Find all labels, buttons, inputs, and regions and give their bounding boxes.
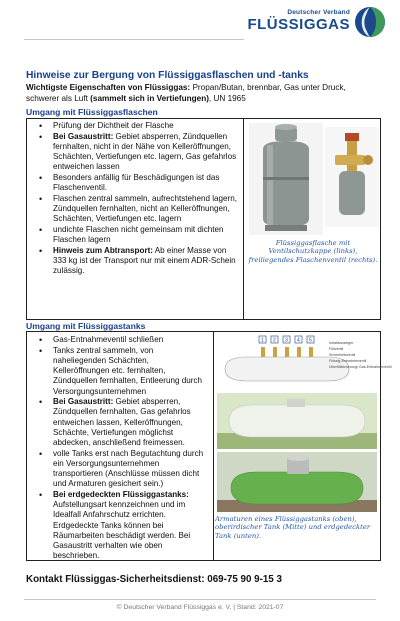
intro-label: Wichtigste Eigenschaften von Flüssiggas: xyxy=(26,83,191,92)
tanks-table xyxy=(26,331,392,561)
org-name-small: Deutscher Verband xyxy=(287,9,350,16)
list-item: • Hinweis zum Abtransport: Ab einer Masse von 333 kg ist der Transport nur mit einem ADR-Schein zulässig. xyxy=(31,246,241,277)
diagram-number: 5 xyxy=(309,337,312,344)
org-name-big: FLÜSSIGGAS xyxy=(247,16,350,33)
list-item: • Gas-Entnahmeventil schließen xyxy=(31,335,207,345)
underground-tank-photo xyxy=(217,452,377,512)
tank-caption: Armaturen eines Flüssiggastanks (oben), oberirdischer Tank (Mitte) und erdgedeckter Tank (unten). xyxy=(215,515,371,540)
section-heading-tanks: Umgang mit Flüssiggastanks xyxy=(26,321,146,331)
diagram-legend-label: Überfüllsicherung/ Gas-Entnahmeventil xyxy=(329,365,392,369)
dvfg-logo-icon xyxy=(354,6,386,38)
page-header xyxy=(0,0,400,44)
diagram-legend-label: Sicherheitsventil xyxy=(329,353,356,357)
cylinder-caption: Flüssiggasflasche mit Ventilschutzkappe (links), freiliegendes Flaschenventil (rechts). xyxy=(248,239,378,264)
list-item: • Prüfung der Dichtheit der Flasche xyxy=(31,121,241,131)
diagram-number: 2 xyxy=(273,337,276,344)
diagram-legend-label: Füllventil xyxy=(329,347,344,351)
intro-highlight: (sammelt sich in Vertiefungen) xyxy=(90,93,209,103)
list-item: • Flaschen zentral sammeln, aufrechtstehend lagern, Zündquellen fernhalten, nicht an Kelleröffnungen, Schächten, Vertiefungen etc. lagern xyxy=(31,194,241,225)
header-rule xyxy=(24,39,244,40)
cylinder-valve-photo xyxy=(325,127,379,227)
diagram-number: 3 xyxy=(285,337,288,344)
column-divider xyxy=(213,332,214,560)
intro-text-2: , UN 1965 xyxy=(208,93,246,103)
diagram-legend-label: Inhaltsanzeiger xyxy=(329,341,354,345)
org-logo-text xyxy=(247,9,350,33)
footer-rule xyxy=(24,599,376,600)
intro-paragraph xyxy=(26,83,376,104)
list-item: • Besonders anfällig für Beschädigungen ist das Flaschenventil. xyxy=(31,173,241,193)
page-title: Hinweise zur Bergung von Flüssiggasflaschen und -tanks xyxy=(26,70,309,81)
column-divider xyxy=(243,119,244,319)
section-heading-cylinders: Umgang mit Flüssiggasflaschen xyxy=(26,107,158,117)
list-item: • Bei Gasaustritt: Gebiet absperren, Zündquellen fernhalten, Gas gefahrlos entweichen lassen, Kelleröffnungen, Schächte, Vertiefungen möglichst abdecken, anschließend freimessen. xyxy=(31,397,207,448)
list-item: • volle Tanks erst nach Begutachtung durch ein Versorgungsunternehmen transportieren (Anschlüsse müssen dicht und Armaturen gesichert sein.) xyxy=(31,449,207,490)
emergency-contact: Kontakt Flüssiggas-Sicherheitsdienst: 069-75 90 9-15 3 xyxy=(26,574,282,585)
tank-fittings-diagram xyxy=(217,335,392,391)
cylinders-list xyxy=(31,121,241,277)
list-item: • Tanks zentral sammeln, von naheliegenden Schächten, Kelleröffnungen etc. fernhalten, Zündquellen fernhalten, Entleerung durch Versorgungsunternehmen xyxy=(31,346,207,397)
diagram-legend-label: Flüssig-Entnahmeventil xyxy=(329,359,367,363)
intro-text-1: Propan/Butan, brennbar, Gas unter Druck, schwerer als Luft xyxy=(26,83,346,103)
tanks-list xyxy=(31,335,207,562)
diagram-number: 4 xyxy=(297,337,300,344)
list-item: • undichte Flaschen nicht gemeinsam mit dichten Flaschen lagern xyxy=(31,225,241,245)
above-ground-tank-photo xyxy=(217,393,377,449)
gas-cylinder-photo xyxy=(249,123,323,235)
list-item: • Bei Gasaustritt: Gebiet absperren, Zündquellen fernhalten, nicht in der Nähe von Kelleröffnungen, Schächten, Vertiefungen etc. lagern, Gas gefahrlos entweichen lassen xyxy=(31,132,241,173)
cylinders-table xyxy=(26,118,381,320)
list-item: • Bei erdgedeckten Flüssiggastanks: Aufstellungsart kennzeichnen und im Idealfall Anfahrschutz errichten. Erdgedeckte Tanks können bei Räumarbeiten beschädigt werden. Bei Gasaustritt verhalten wie oben beschrieben. xyxy=(31,490,207,561)
diagram-number: 1 xyxy=(261,337,264,344)
page-footer: © Deutscher Verband Flüssiggas e. V. | Stand: 2021-07 xyxy=(116,604,284,611)
